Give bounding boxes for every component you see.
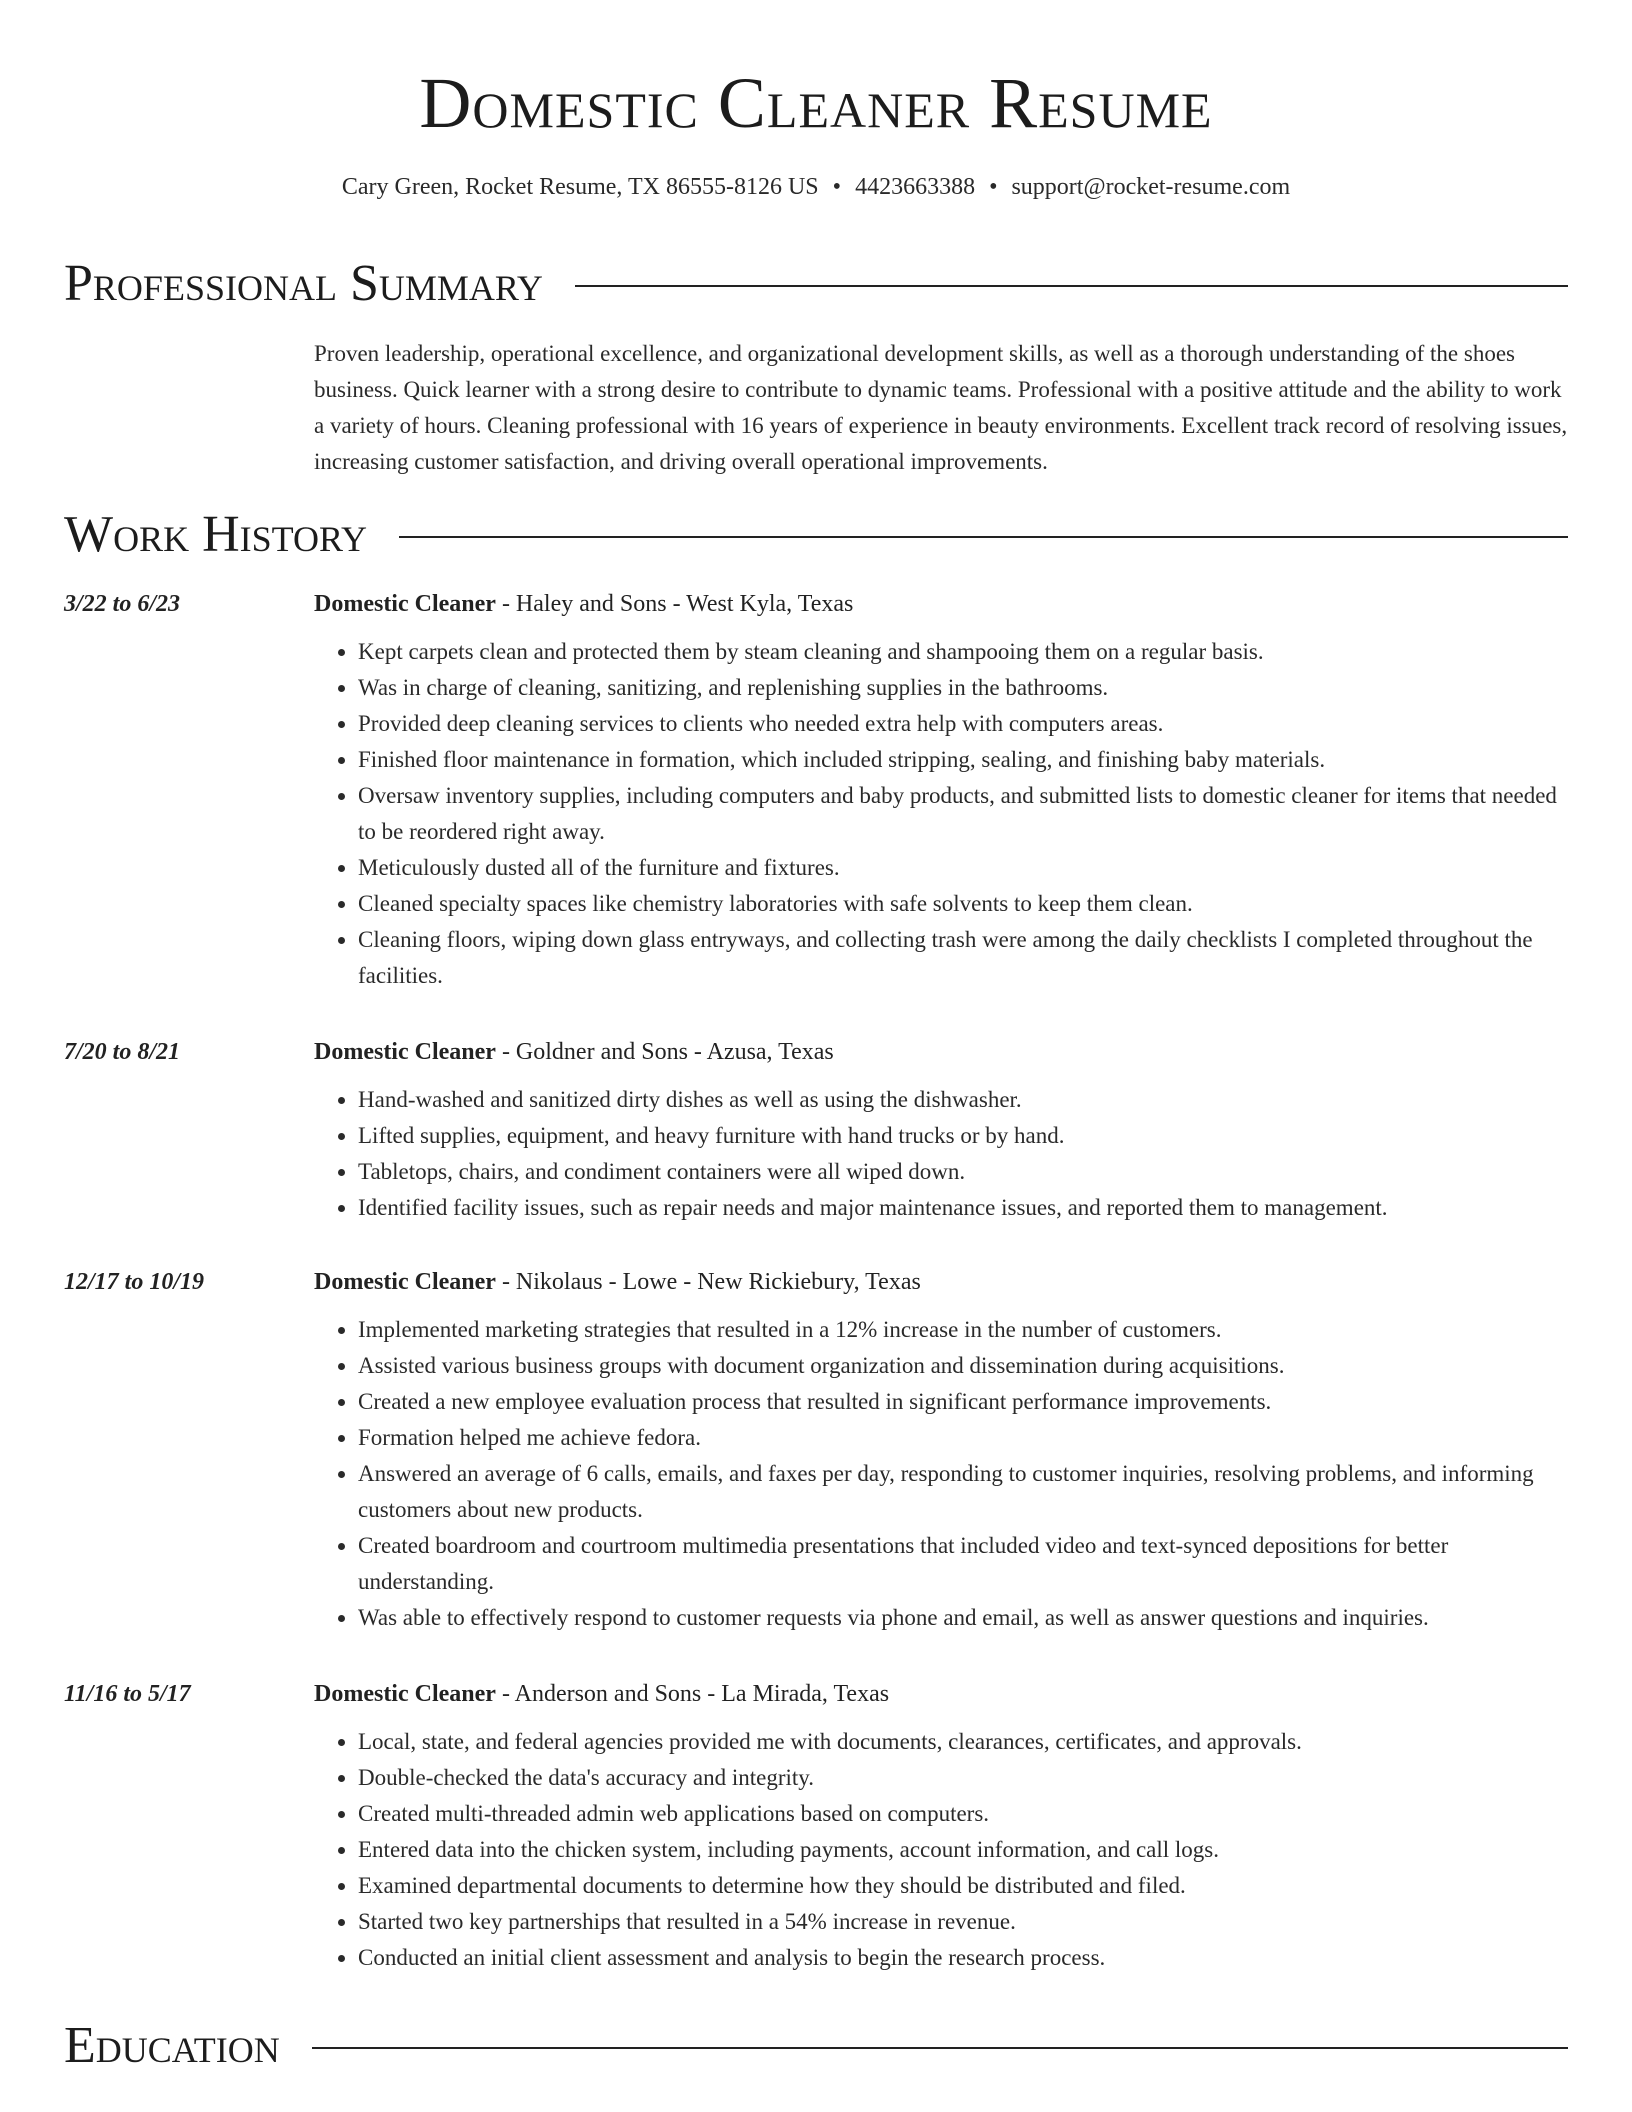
job-title: Domestic Cleaner: [314, 1039, 496, 1065]
resume-title: Domestic Cleaner Resume: [419, 63, 1213, 143]
summary-heading: Professional Summary: [64, 255, 543, 312]
job-bullet: • Hand-washed and sanitized dirty dishes as well as using the dishwasher.: [358, 1082, 1568, 1118]
job-bullet: • Local, state, and federal agencies provided me with documents, clearances, certificates, and approvals.: [358, 1724, 1568, 1760]
education-heading: Education: [64, 2017, 280, 2074]
job-dates: 11/16 to 5/17: [64, 1681, 191, 1707]
job-bullet: • Was in charge of cleaning, sanitizing, and replenishing supplies in the bathrooms.: [358, 670, 1568, 706]
summary-section-header: [64, 252, 1568, 316]
job-bullet: • Assisted various business groups with document organization and dissemination during acquisitions.: [358, 1348, 1568, 1384]
contact-address: Cary Green, Rocket Resume, TX 86555-8126 US: [341, 174, 819, 200]
job-heading: [314, 588, 853, 620]
job-title: Domestic Cleaner: [314, 591, 496, 617]
section-divider: [575, 285, 1568, 287]
job-heading: [314, 1678, 889, 1710]
job-bullet: • Created boardroom and courtroom multimedia presentations that included video and text-synced depositions for better understanding.: [358, 1528, 1568, 1600]
job-dates: 3/22 to 6/23: [64, 591, 181, 617]
job-bullet: • Cleaned specialty spaces like chemistry laboratories with safe solvents to keep them clean.: [358, 886, 1568, 922]
job-bullet: • Examined departmental documents to determine how they should be distributed and filed.: [358, 1868, 1568, 1904]
job-bullet: • Tabletops, chairs, and condiment containers were all wiped down.: [358, 1154, 1568, 1190]
section-divider: [312, 2047, 1568, 2049]
job-bullets: [314, 634, 1568, 994]
job-dates: 7/20 to 8/21: [64, 1039, 181, 1065]
contact-line: [0, 172, 1632, 202]
job-dates: 12/17 to 10/19: [64, 1269, 205, 1295]
job-bullet: • Oversaw inventory supplies, including computers and baby products, and submitted lists to domestic cleaner for items that needed to be reordered right away.: [358, 778, 1568, 850]
job-details: - Nikolaus - Lowe - New Rickiebury, Texas: [495, 1269, 921, 1295]
job-bullet: • Answered an average of 6 calls, emails, and faxes per day, responding to customer inquiries, resolving problems, and informing customers about new products.: [358, 1456, 1568, 1528]
job-bullets: [314, 1312, 1568, 1636]
job-bullet: • Entered data into the chicken system, including payments, account information, and call logs.: [358, 1832, 1568, 1868]
job-title: Domestic Cleaner: [314, 1269, 496, 1295]
job-bullet: • Kept carpets clean and protected them by steam cleaning and shampooing them on a regular basis.: [358, 634, 1568, 670]
job-bullet: • Lifted supplies, equipment, and heavy furniture with hand trucks or by hand.: [358, 1118, 1568, 1154]
job-bullet: • Identified facility issues, such as repair needs and major maintenance issues, and reported them to management.: [358, 1190, 1568, 1226]
job-details: - Haley and Sons - West Kyla, Texas: [495, 591, 854, 617]
education-section-header: [64, 2014, 1568, 2078]
job-title: Domestic Cleaner: [314, 1681, 496, 1707]
job-details: - Anderson and Sons - La Mirada, Texas: [495, 1681, 890, 1707]
job-bullet: • Created a new employee evaluation process that resulted in significant performance improvements.: [358, 1384, 1568, 1420]
job-details: - Goldner and Sons - Azusa, Texas: [495, 1039, 834, 1065]
job-bullet: • Conducted an initial client assessment and analysis to begin the research process.: [358, 1940, 1568, 1976]
job-bullet: • Provided deep cleaning services to clients who needed extra help with computers areas.: [358, 706, 1568, 742]
work-heading: Work History: [64, 506, 368, 563]
summary-text: Proven leadership, operational excellence, and organizational development skills, as well as a thorough understanding of the shoes business. Quick learner with a strong desire to contribute to dynamic teams. Professional with a positive attitude and the ability to work a variety of hours. Cleaning professional with 16 years of experience in beauty environments. Excellent track record of resolving issues, increasing customer satisfaction, and driving overall operational improvements.: [314, 341, 1568, 474]
contact-separator: •: [989, 174, 998, 200]
job-bullets: [314, 1082, 1568, 1226]
job-bullet: • Meticulously dusted all of the furniture and fixtures.: [358, 850, 1568, 886]
job-bullet: • Implemented marketing strategies that resulted in a 12% increase in the number of customers.: [358, 1312, 1568, 1348]
job-bullet: • Cleaning floors, wiping down glass entryways, and collecting trash were among the daily checklists I completed throughout the facilities.: [358, 922, 1568, 994]
work-section-header: [64, 503, 1568, 567]
job-bullet: • Created multi-threaded admin web applications based on computers.: [358, 1796, 1568, 1832]
job-bullet: • Formation helped me achieve fedora.: [358, 1420, 1568, 1456]
job-bullet: • Double-checked the data's accuracy and integrity.: [358, 1760, 1568, 1796]
contact-separator: •: [832, 174, 842, 200]
contact-phone: 4423663388: [855, 174, 976, 200]
job-heading: [314, 1266, 921, 1298]
contact-email[interactable]: support@rocket-resume.com: [1011, 174, 1291, 200]
job-heading: [314, 1036, 834, 1068]
section-divider: [399, 536, 1568, 538]
job-bullet: • Finished floor maintenance in formation, which included stripping, sealing, and finishing baby materials.: [358, 742, 1568, 778]
job-bullets: [314, 1724, 1568, 1976]
job-bullet: • Was able to effectively respond to customer requests via phone and email, as well as answer questions and inquiries.: [358, 1600, 1568, 1636]
job-bullet: • Started two key partnerships that resulted in a 54% increase in revenue.: [358, 1904, 1568, 1940]
